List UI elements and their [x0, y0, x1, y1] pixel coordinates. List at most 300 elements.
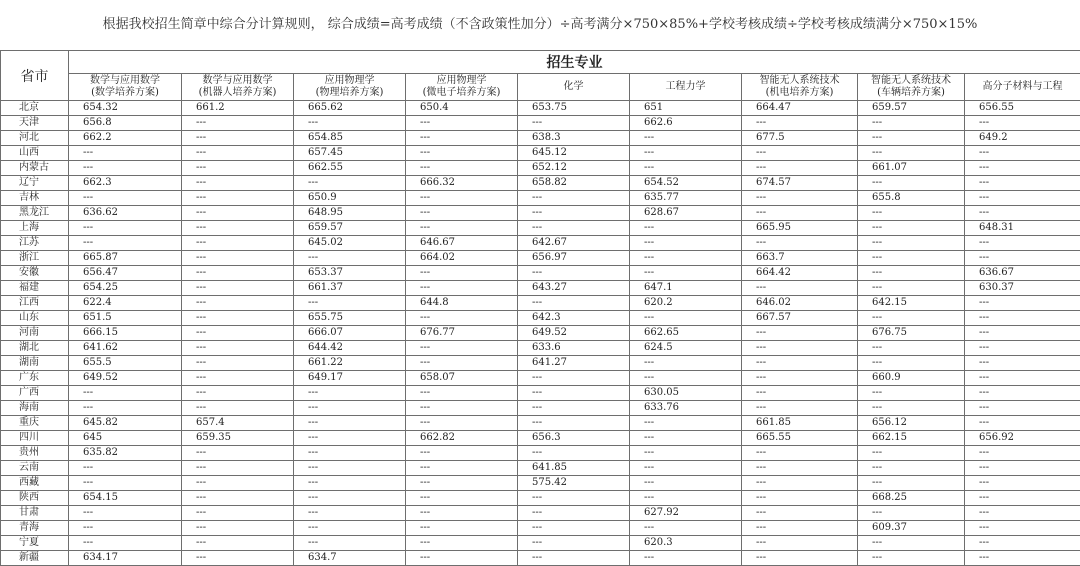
major-column-header-line: 工程力学 — [666, 81, 706, 92]
table-row — [1, 416, 1080, 431]
score-cell: 641.62 — [69, 341, 182, 356]
score-cell: --- — [406, 386, 518, 401]
province-cell: 上海 — [1, 221, 69, 236]
score-cell: 649.2 — [965, 131, 1080, 146]
province-cell: 广东 — [1, 371, 69, 386]
score-cell: --- — [182, 446, 294, 461]
score-cell: 655.5 — [69, 356, 182, 371]
score-cell: --- — [406, 506, 518, 521]
score-cell: 676.77 — [406, 326, 518, 341]
score-cell: 633.6 — [518, 341, 630, 356]
score-cell: 636.67 — [965, 266, 1080, 281]
score-cell: --- — [742, 551, 858, 566]
score-cell: --- — [630, 266, 742, 281]
province-cell: 新疆 — [1, 551, 69, 566]
score-cell: 658.07 — [406, 371, 518, 386]
score-cell: 663.7 — [742, 251, 858, 266]
score-cell: --- — [965, 356, 1080, 371]
score-cell: --- — [858, 461, 965, 476]
score-cell: --- — [518, 401, 630, 416]
score-cell: --- — [69, 506, 182, 521]
score-cell: 651.5 — [69, 311, 182, 326]
score-cell: --- — [69, 146, 182, 161]
score-cell: --- — [742, 326, 858, 341]
score-cell: --- — [742, 146, 858, 161]
score-cell: --- — [965, 371, 1080, 386]
score-cell: 657.4 — [182, 416, 294, 431]
score-cell: --- — [182, 146, 294, 161]
score-cell: --- — [742, 191, 858, 206]
table-row — [1, 326, 1080, 341]
score-cell: --- — [182, 266, 294, 281]
score-cell: 661.2 — [182, 101, 294, 116]
score-cell: --- — [630, 236, 742, 251]
score-cell: --- — [742, 386, 858, 401]
score-cell: --- — [742, 116, 858, 131]
score-cell: 666.07 — [294, 326, 406, 341]
major-column-header — [406, 74, 518, 101]
score-cell: --- — [294, 521, 406, 536]
score-cell: --- — [965, 311, 1080, 326]
score-cell: --- — [858, 551, 965, 566]
table-row — [1, 341, 1080, 356]
major-column-header-line: (微电子培养方案) — [423, 87, 501, 98]
score-cell: 664.02 — [406, 251, 518, 266]
score-cell: --- — [406, 476, 518, 491]
score-cell: --- — [858, 311, 965, 326]
score-cell: --- — [294, 401, 406, 416]
province-cell: 福建 — [1, 281, 69, 296]
score-cell: --- — [518, 221, 630, 236]
table-row — [1, 491, 1080, 506]
province-cell: 内蒙古 — [1, 161, 69, 176]
table-row — [1, 386, 1080, 401]
score-cell: --- — [630, 161, 742, 176]
score-cell: --- — [406, 416, 518, 431]
score-cell: --- — [518, 416, 630, 431]
score-cell: --- — [406, 536, 518, 551]
major-column-header-line: 数学与应用数学 — [90, 75, 160, 86]
score-cell: --- — [182, 236, 294, 251]
table-row — [1, 356, 1080, 371]
score-cell: --- — [630, 371, 742, 386]
score-cell: 634.17 — [69, 551, 182, 566]
score-cell: 660.9 — [858, 371, 965, 386]
score-cell: 635.82 — [69, 446, 182, 461]
score-cell: 662.15 — [858, 431, 965, 446]
score-cell: 677.5 — [742, 131, 858, 146]
score-cell: --- — [294, 536, 406, 551]
score-cell: --- — [294, 431, 406, 446]
score-cell: 652.12 — [518, 161, 630, 176]
table-row — [1, 206, 1080, 221]
major-column-header-line: (机器人培养方案) — [199, 87, 277, 98]
score-cell: 654.85 — [294, 131, 406, 146]
score-cell: 653.37 — [294, 266, 406, 281]
score-cell: 656.12 — [858, 416, 965, 431]
score-cell: --- — [69, 461, 182, 476]
score-cell: 656.3 — [518, 431, 630, 446]
admission-score-table — [0, 50, 1080, 566]
score-cell: 662.6 — [630, 116, 742, 131]
score-cell: 642.15 — [858, 296, 965, 311]
table-row — [1, 551, 1080, 566]
province-cell: 甘肃 — [1, 506, 69, 521]
province-cell: 山东 — [1, 311, 69, 326]
score-cell: --- — [406, 356, 518, 371]
table-row — [1, 401, 1080, 416]
score-cell: 648.31 — [965, 221, 1080, 236]
score-cell: --- — [182, 161, 294, 176]
score-cell: 609.37 — [858, 521, 965, 536]
table-row — [1, 191, 1080, 206]
score-cell: --- — [742, 341, 858, 356]
score-cell: --- — [518, 206, 630, 221]
score-cell: --- — [294, 416, 406, 431]
province-cell: 海南 — [1, 401, 69, 416]
score-cell: 648.95 — [294, 206, 406, 221]
score-cell: 647.1 — [630, 281, 742, 296]
province-cell: 陕西 — [1, 491, 69, 506]
province-cell: 湖南 — [1, 356, 69, 371]
score-cell: --- — [518, 386, 630, 401]
score-cell: --- — [294, 251, 406, 266]
table-row — [1, 446, 1080, 461]
table-row — [1, 146, 1080, 161]
score-cell: 659.35 — [182, 431, 294, 446]
score-cell: --- — [858, 281, 965, 296]
score-cell: --- — [69, 476, 182, 491]
score-cell: --- — [518, 506, 630, 521]
score-cell: --- — [182, 206, 294, 221]
score-cell: --- — [406, 341, 518, 356]
score-cell: 622.4 — [69, 296, 182, 311]
score-cell: 656.8 — [69, 116, 182, 131]
province-cell: 重庆 — [1, 416, 69, 431]
score-cell: --- — [858, 221, 965, 236]
major-column-header-line: 智能无人系统技术 — [871, 75, 951, 86]
score-cell: 654.52 — [630, 176, 742, 191]
score-cell: --- — [406, 446, 518, 461]
score-cell: 661.22 — [294, 356, 406, 371]
score-cell: --- — [630, 221, 742, 236]
score-cell: 620.3 — [630, 536, 742, 551]
score-cell: --- — [518, 551, 630, 566]
score-cell: --- — [858, 386, 965, 401]
score-cell: --- — [294, 176, 406, 191]
table-row — [1, 281, 1080, 296]
score-cell: --- — [965, 176, 1080, 191]
score-cell: --- — [742, 491, 858, 506]
province-cell: 贵州 — [1, 446, 69, 461]
score-cell: 661.07 — [858, 161, 965, 176]
score-cell: 665.87 — [69, 251, 182, 266]
score-cell: --- — [742, 461, 858, 476]
score-cell: --- — [742, 236, 858, 251]
score-cell: --- — [742, 506, 858, 521]
major-column-header — [965, 74, 1080, 101]
score-cell: --- — [69, 521, 182, 536]
major-column-header-line: 高分子材料与工程 — [983, 81, 1063, 92]
major-column-header-line: 应用物理学 — [325, 75, 375, 86]
score-cell: --- — [182, 506, 294, 521]
score-cell: --- — [965, 236, 1080, 251]
score-cell: --- — [858, 146, 965, 161]
score-cell: --- — [182, 491, 294, 506]
score-cell: --- — [182, 251, 294, 266]
score-cell: 655.75 — [294, 311, 406, 326]
score-cell: --- — [518, 491, 630, 506]
major-column-header-line: (车辆培养方案) — [877, 87, 945, 98]
score-cell: 665.55 — [742, 431, 858, 446]
score-cell: --- — [965, 161, 1080, 176]
score-cell: 662.2 — [69, 131, 182, 146]
score-cell: --- — [294, 476, 406, 491]
score-cell: 638.3 — [518, 131, 630, 146]
score-cell: 674.57 — [742, 176, 858, 191]
score-cell: 641.85 — [518, 461, 630, 476]
score-cell: --- — [742, 521, 858, 536]
score-cell: --- — [965, 416, 1080, 431]
province-cell: 安徽 — [1, 266, 69, 281]
table-row — [1, 521, 1080, 536]
score-cell: --- — [406, 191, 518, 206]
score-cell: --- — [518, 536, 630, 551]
major-column-header — [294, 74, 406, 101]
province-cell: 江苏 — [1, 236, 69, 251]
score-cell: --- — [406, 311, 518, 326]
score-cell: --- — [630, 251, 742, 266]
score-cell: --- — [182, 386, 294, 401]
table-row — [1, 536, 1080, 551]
score-cell: --- — [858, 476, 965, 491]
score-cell: --- — [182, 341, 294, 356]
score-cell: 641.27 — [518, 356, 630, 371]
score-cell: 662.65 — [630, 326, 742, 341]
score-cell: 654.15 — [69, 491, 182, 506]
score-cell: 676.75 — [858, 326, 965, 341]
score-cell: --- — [965, 446, 1080, 461]
province-cell: 河北 — [1, 131, 69, 146]
score-cell: --- — [742, 476, 858, 491]
score-cell: --- — [406, 206, 518, 221]
major-column-header — [742, 74, 858, 101]
score-cell: --- — [742, 281, 858, 296]
province-cell: 湖北 — [1, 341, 69, 356]
score-cell: --- — [406, 266, 518, 281]
score-cell: --- — [965, 506, 1080, 521]
score-cell: --- — [518, 116, 630, 131]
score-cell: --- — [630, 416, 742, 431]
score-cell: --- — [742, 371, 858, 386]
major-column-header — [518, 74, 630, 101]
score-cell: --- — [294, 446, 406, 461]
table-row — [1, 266, 1080, 281]
score-cell: --- — [69, 191, 182, 206]
score-cell: 667.57 — [742, 311, 858, 326]
score-cell: --- — [406, 461, 518, 476]
province-cell: 吉林 — [1, 191, 69, 206]
score-cell: 651 — [630, 101, 742, 116]
score-cell: --- — [630, 311, 742, 326]
score-cell: 650.9 — [294, 191, 406, 206]
score-cell: --- — [69, 161, 182, 176]
major-column-header — [630, 74, 742, 101]
major-column-header — [182, 74, 294, 101]
score-cell: 654.32 — [69, 101, 182, 116]
score-cell: --- — [965, 386, 1080, 401]
score-cell: --- — [858, 356, 965, 371]
score-cell: --- — [965, 251, 1080, 266]
major-column-header-line: 数学与应用数学 — [203, 75, 273, 86]
score-cell: --- — [518, 521, 630, 536]
score-cell: --- — [965, 401, 1080, 416]
score-cell: --- — [858, 341, 965, 356]
score-cell: --- — [630, 491, 742, 506]
score-cell: --- — [858, 176, 965, 191]
table-body — [1, 101, 1080, 566]
score-cell: 659.57 — [294, 221, 406, 236]
major-column-header-line: 智能无人系统技术 — [760, 75, 840, 86]
score-cell: --- — [182, 536, 294, 551]
table-row — [1, 251, 1080, 266]
score-cell: 628.67 — [630, 206, 742, 221]
header-row-majors — [1, 74, 1080, 101]
score-cell: --- — [294, 386, 406, 401]
score-cell: --- — [858, 446, 965, 461]
table-row — [1, 476, 1080, 491]
score-cell: 664.42 — [742, 266, 858, 281]
score-cell: 649.52 — [518, 326, 630, 341]
score-cell: --- — [69, 401, 182, 416]
score-cell: 662.82 — [406, 431, 518, 446]
table-row — [1, 296, 1080, 311]
score-cell: 666.32 — [406, 176, 518, 191]
score-cell: --- — [406, 281, 518, 296]
province-cell: 黑龙江 — [1, 206, 69, 221]
score-cell: 636.62 — [69, 206, 182, 221]
province-cell: 天津 — [1, 116, 69, 131]
score-cell: --- — [630, 551, 742, 566]
score-cell: --- — [69, 386, 182, 401]
score-cell: --- — [858, 131, 965, 146]
score-cell: 643.27 — [518, 281, 630, 296]
score-cell: 630.37 — [965, 281, 1080, 296]
score-cell: 656.47 — [69, 266, 182, 281]
score-cell: 666.15 — [69, 326, 182, 341]
score-cell: 650.4 — [406, 101, 518, 116]
province-header: 省市 — [1, 51, 69, 101]
score-cell: 642.3 — [518, 311, 630, 326]
score-cell: --- — [630, 431, 742, 446]
score-cell: 662.3 — [69, 176, 182, 191]
score-cell: 645.12 — [518, 146, 630, 161]
score-cell: 575.42 — [518, 476, 630, 491]
table-row — [1, 161, 1080, 176]
score-cell: --- — [630, 461, 742, 476]
score-cell: 645.02 — [294, 236, 406, 251]
score-cell: 658.82 — [518, 176, 630, 191]
score-cell: --- — [406, 131, 518, 146]
score-cell: --- — [182, 281, 294, 296]
score-cell: --- — [406, 146, 518, 161]
score-cell: --- — [294, 296, 406, 311]
province-cell: 江西 — [1, 296, 69, 311]
table-row — [1, 431, 1080, 446]
major-column-header — [858, 74, 965, 101]
score-cell: --- — [630, 131, 742, 146]
score-cell: --- — [406, 161, 518, 176]
score-cell: --- — [182, 131, 294, 146]
score-cell: --- — [965, 461, 1080, 476]
table-row — [1, 101, 1080, 116]
major-column-header-line: 化学 — [564, 81, 584, 92]
score-cell: 630.05 — [630, 386, 742, 401]
score-cell: 620.2 — [630, 296, 742, 311]
score-cell: --- — [858, 251, 965, 266]
major-column-header-line: (机电培养方案) — [766, 87, 834, 98]
score-cell: --- — [182, 311, 294, 326]
score-cell: --- — [406, 491, 518, 506]
score-cell: 654.25 — [69, 281, 182, 296]
score-cell: 634.7 — [294, 551, 406, 566]
score-cell: 659.57 — [858, 101, 965, 116]
score-cell: --- — [182, 116, 294, 131]
score-cell: --- — [182, 176, 294, 191]
score-cell: 635.77 — [630, 191, 742, 206]
score-cell: --- — [294, 506, 406, 521]
score-cell: --- — [630, 146, 742, 161]
score-cell: 646.02 — [742, 296, 858, 311]
province-cell: 广西 — [1, 386, 69, 401]
score-cell: 668.25 — [858, 491, 965, 506]
score-cell: 649.17 — [294, 371, 406, 386]
score-cell: 661.85 — [742, 416, 858, 431]
province-cell: 山西 — [1, 146, 69, 161]
major-column-header — [69, 74, 182, 101]
score-cell: --- — [858, 116, 965, 131]
major-column-header-line: 应用物理学 — [437, 75, 487, 86]
score-cell: --- — [858, 536, 965, 551]
score-cell: 645.82 — [69, 416, 182, 431]
score-cell: --- — [69, 221, 182, 236]
score-cell: --- — [406, 551, 518, 566]
score-cell: --- — [518, 296, 630, 311]
score-cell: --- — [630, 356, 742, 371]
score-cell: 649.52 — [69, 371, 182, 386]
score-cell: 645 — [69, 431, 182, 446]
score-cell: --- — [182, 461, 294, 476]
score-cell: 661.37 — [294, 281, 406, 296]
score-cell: --- — [965, 491, 1080, 506]
score-cell: 656.55 — [965, 101, 1080, 116]
province-cell: 西藏 — [1, 476, 69, 491]
score-cell: --- — [630, 446, 742, 461]
table-row — [1, 221, 1080, 236]
score-cell: --- — [858, 206, 965, 221]
score-cell: --- — [518, 371, 630, 386]
score-cell: --- — [742, 446, 858, 461]
score-cell: --- — [182, 476, 294, 491]
score-cell: --- — [965, 326, 1080, 341]
score-cell: 627.92 — [630, 506, 742, 521]
score-cell: --- — [858, 506, 965, 521]
score-cell: --- — [965, 206, 1080, 221]
table-row — [1, 176, 1080, 191]
score-cell: 644.42 — [294, 341, 406, 356]
score-cell: --- — [182, 521, 294, 536]
score-cell: --- — [518, 266, 630, 281]
